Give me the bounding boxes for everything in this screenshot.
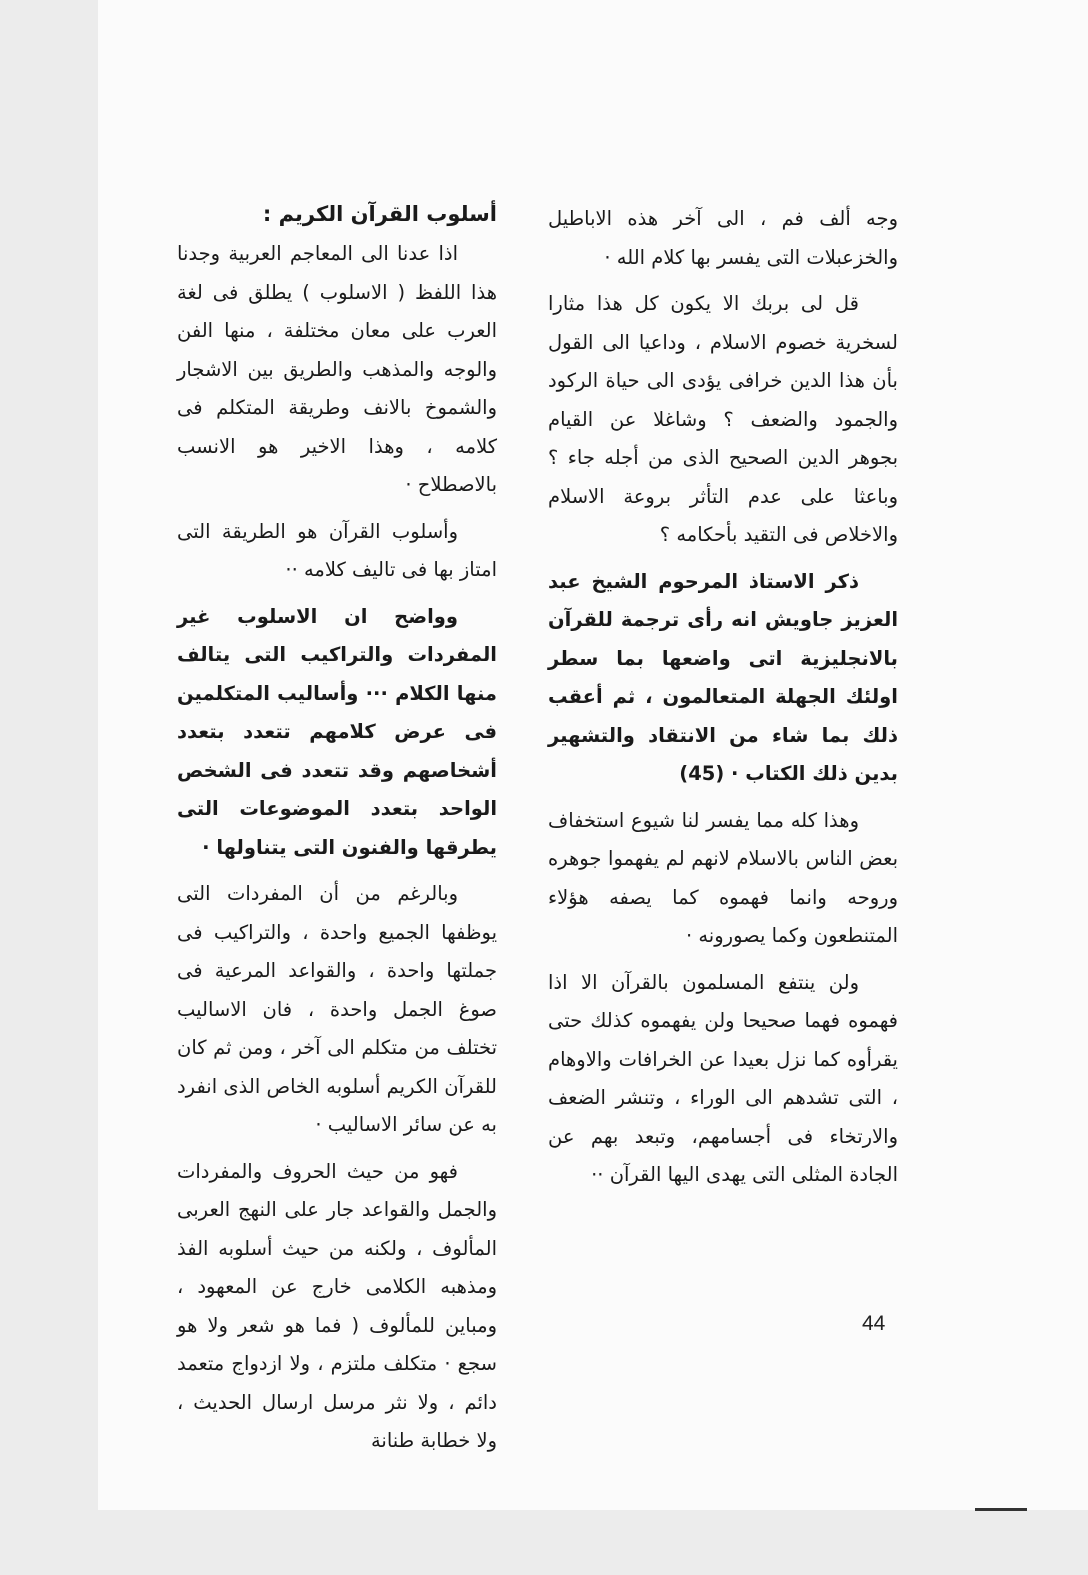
paragraph: ذكر الاستاذ المرحوم الشيخ عبد العزيز جاويش انه رأى ترجمة للقرآن بالانجليزية اتى واضعها بما سطر اولئك الجهلة المتعالمون ، ثم أعقب ذلك بما شاء من الانتقاد والتشهير بدين ذلك الكتاب · (45) — [548, 569, 898, 785]
paragraph: قل لى بربك الا يكون كل هذا مثارا لسخرية خصوم الاسلام ، وداعيا الى القول بأن هذا الدين خرافى يؤدى الى حياة الركود والجمود والضعف ؟ وشاغلا عن القيام بجوهر الدين الصحيح الذى من أجله جاء ؟ وباعثا على عدم التأثر بروعة الاسلام والاخلاص فى التقيد بأحكامه ؟ — [548, 292, 898, 546]
paragraph: وواضح ان الاسلوب غير المفردات والتراكيب التى يتالف منها الكلام ··· وأساليب المتكلمين فى عرض كلامهم تتعدد بتعدد أشخاصهم وقد تتعدد فى الشخص الواحد بتعدد الموضوعات التى يطرقها والفنون التى يتناولها · — [177, 604, 497, 859]
paragraph: وأسلوب القرآن هو الطريقة التى امتاز بها فى تاليف كلامه ·· — [177, 519, 497, 581]
left-column — [177, 195, 497, 1469]
paragraph: وجه ألف فم ، الى آخر هذه الاباطيل والخزعبلات التى يفسر بها كلام الله · — [548, 207, 898, 269]
paragraph: فهو من حيث الحروف والمفردات والجمل والقواعد جار على النهج العربى المألوف ، ولكنه من حيث أسلوبه الفذ ومذهبه الكلامى خارج عن المعهود ، ومباين للمألوف ( فما هو شعر ولا هو سجع · متكلف ملتزم ، ولا ازدواج متعمد دائم ، ولا نثر مرسل ارسال الحديث ، ولا خطابة طنانة — [177, 1159, 497, 1452]
paragraph: اذا عدنا الى المعاجم العربية وجدنا هذا اللفظ ( الاسلوب ) يطلق فى لغة العرب على معان مختلفة ، منها الفن والوجه والمذهب والطريق بين الاشجار والشموخ بالانف وطريقة المتكلم فى كلامه ، وهذا الاخير هو الانسب بالاصطلاح · — [177, 242, 497, 496]
paragraph: وهذا كله مما يفسر لنا شيوع استخفاف بعض الناس بالاسلام لانهم لم يفهموا جوهره وروحه وانما فهموه كما يصفه هؤلاء المتنطعون وكما يصورونه · — [548, 808, 898, 947]
edge-divider — [975, 1508, 1027, 1511]
paragraph: وبالرغم من أن المفردات التى يوظفها الجميع واحدة ، والتراكيب فى جملتها واحدة ، والقواعد المرعية فى صوغ الجمل واحدة ، فان الاساليب تختلف من متكلم الى آخر ، ومن ثم كان للقرآن الكريم أسلوبه الخاص الذى انفرد به عن سائر الاساليب · — [177, 882, 497, 1136]
page-number: 44 — [862, 1312, 886, 1335]
paragraph: ولن ينتفع المسلمون بالقرآن الا اذا فهموه فهما صحيحا ولن يفهموه كذلك حتى يقرأوه كما نزل بعيدا عن الخرافات والاوهام ، التى تشدهم الى الوراء ، وتنشر الضعف والارتخاء فى أجسامهم، وتبعد بهم عن الجادة المثلى التى يهدى اليها القرآن ·· — [548, 970, 898, 1186]
right-column — [548, 200, 898, 1203]
section-heading: أسلوب القرآن الكريم : — [262, 202, 497, 226]
